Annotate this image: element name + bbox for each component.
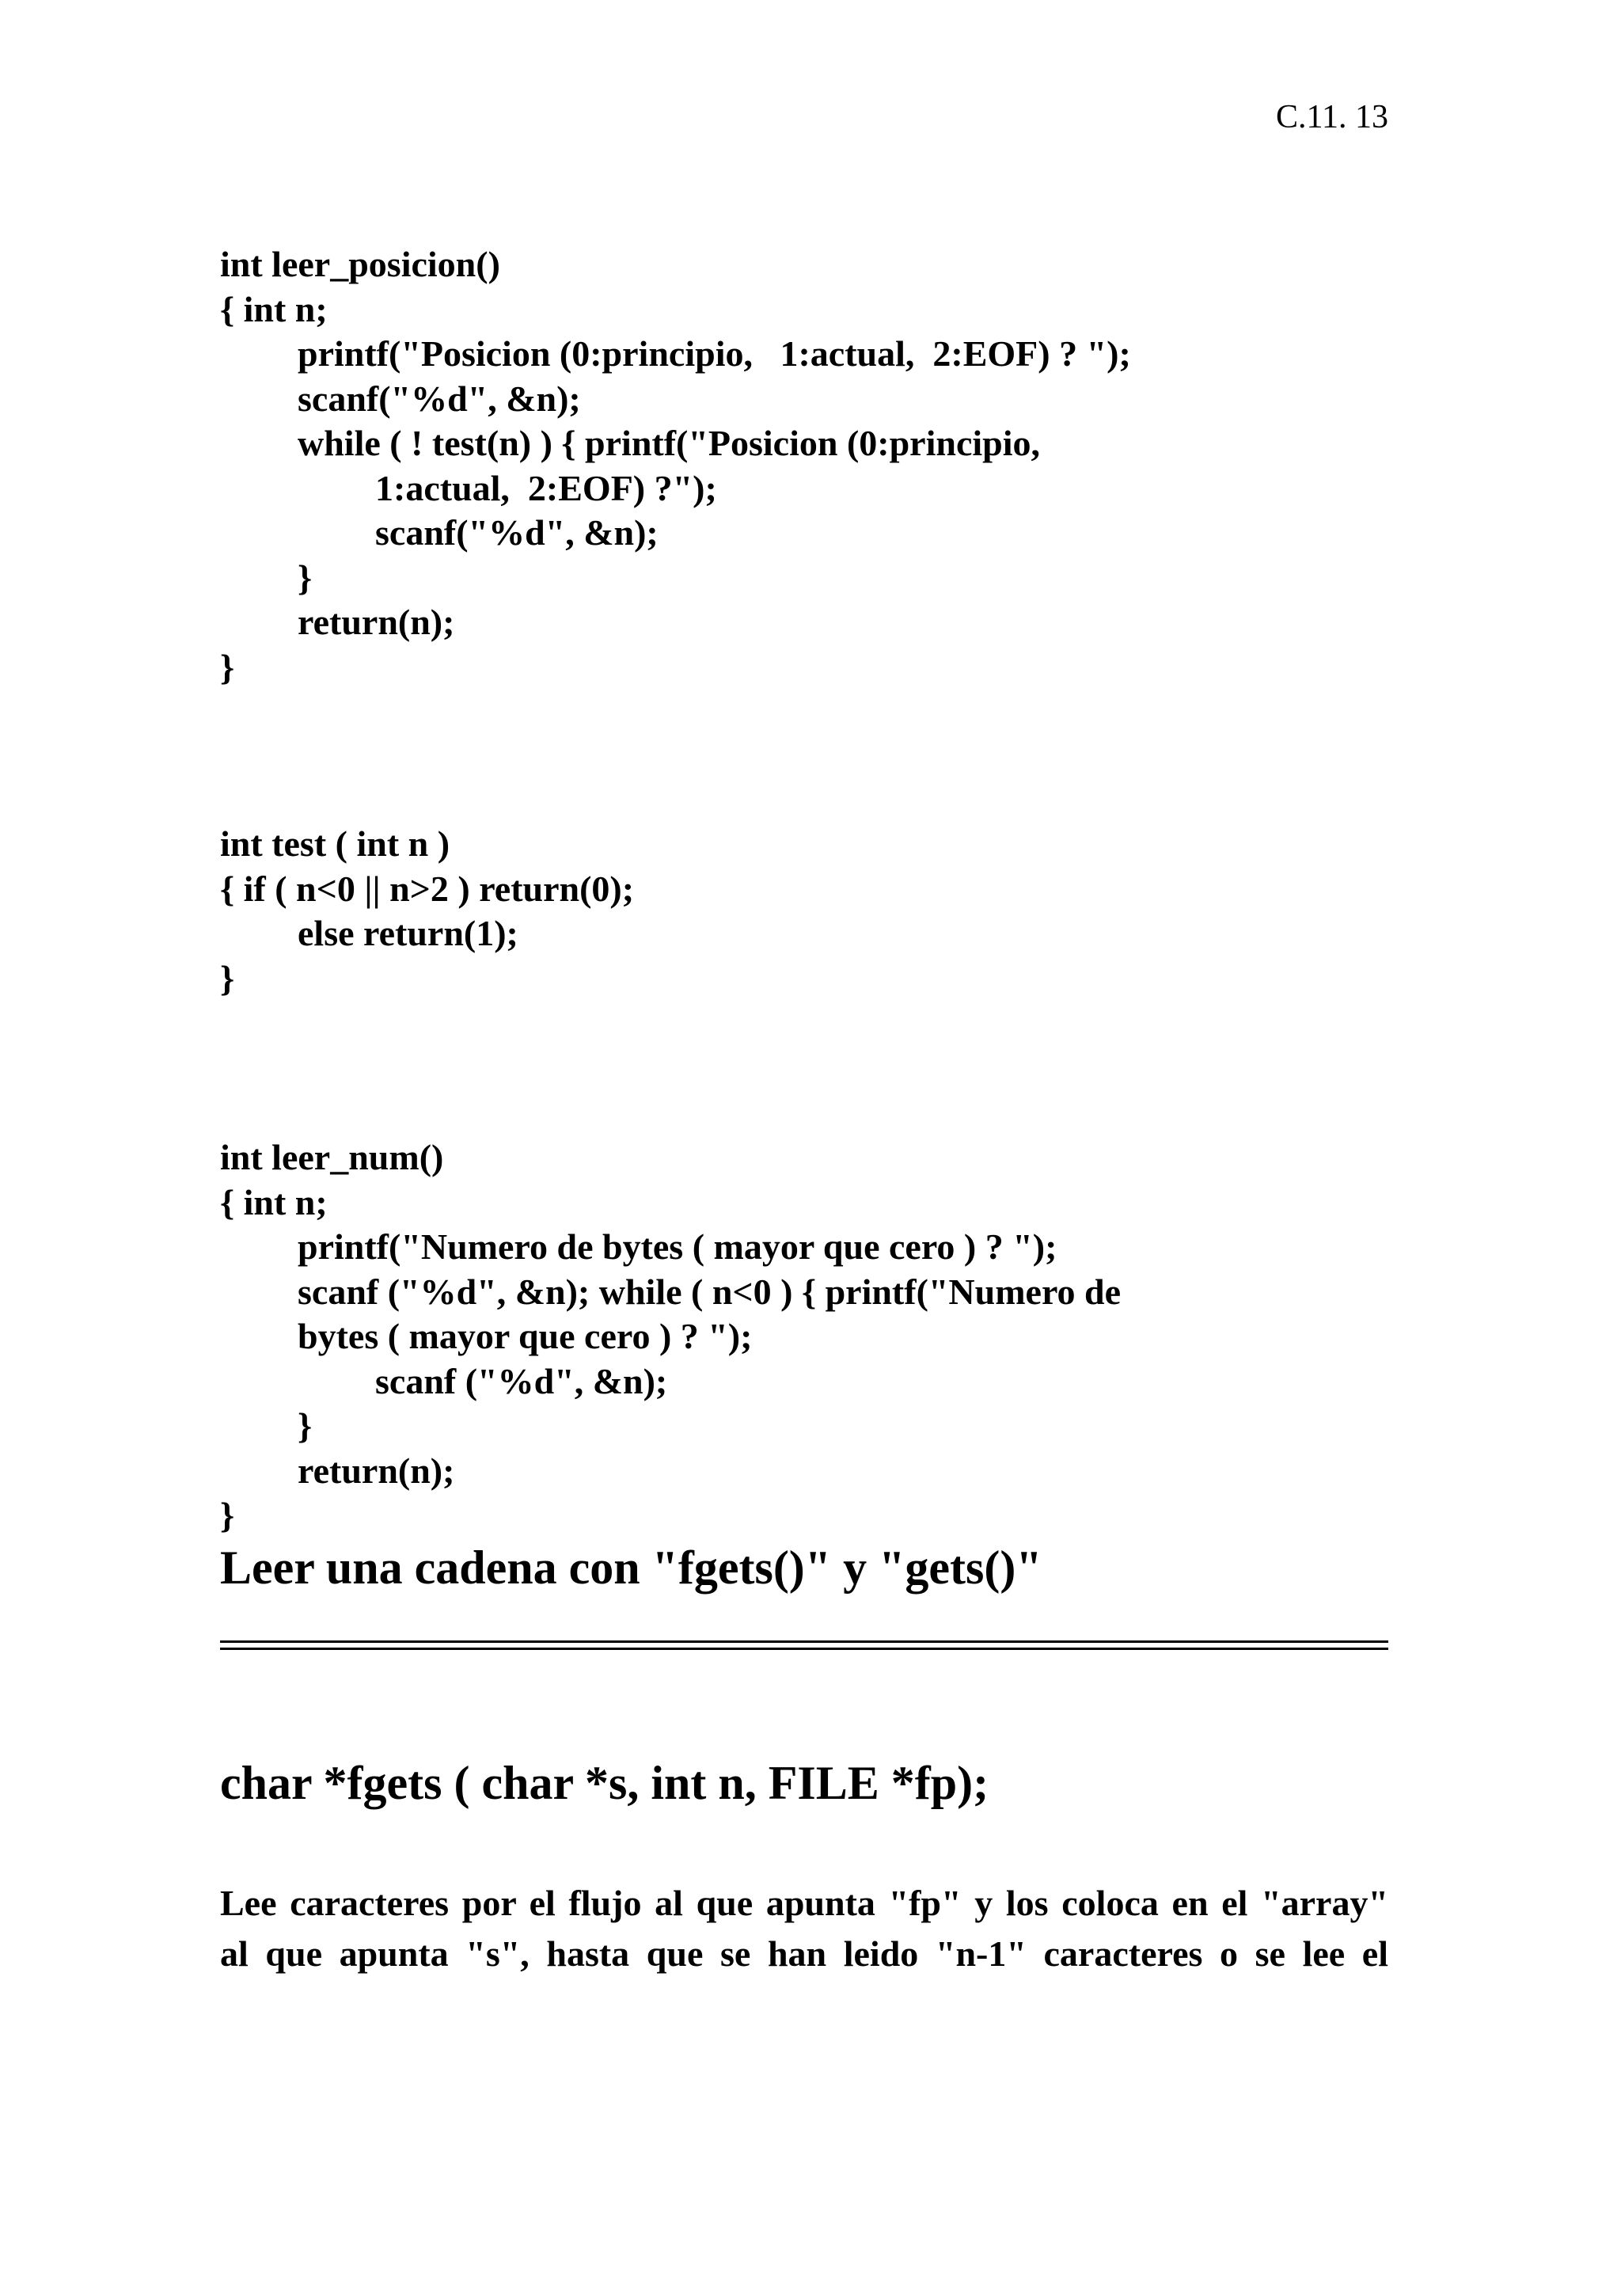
code-block-test xyxy=(220,822,634,1001)
paragraph-line: al que apunta "s", hasta que se han leido "n-1" caracteres o se lee el xyxy=(220,1933,1388,1974)
code-line: scanf("%d", &n); xyxy=(298,378,581,419)
section-heading: Leer una cadena con "fgets()" y "gets()" xyxy=(220,1541,1042,1594)
code-line: scanf ("%d", &n); xyxy=(375,1360,668,1401)
code-line: int leer_posicion() xyxy=(220,244,500,284)
code-line: } xyxy=(220,1495,235,1535)
code-line: } xyxy=(220,646,235,687)
double-rule-divider xyxy=(220,1640,1388,1650)
code-line: { int n; xyxy=(220,288,328,329)
code-line: { int n; xyxy=(220,1181,328,1222)
paragraph-line: Lee caracteres por el flujo al que apunta "fp" y los coloca en el "array" xyxy=(220,1883,1388,1923)
code-line: } xyxy=(298,557,313,598)
code-line: int leer_num() xyxy=(220,1137,444,1177)
code-line: return(n); xyxy=(298,602,455,642)
code-line: int test ( int n ) xyxy=(220,823,450,864)
description-paragraph xyxy=(220,1878,1388,1979)
code-line: scanf("%d", &n); xyxy=(375,512,659,553)
code-line: return(n); xyxy=(298,1450,455,1491)
code-line: bytes ( mayor que cero ) ? "); xyxy=(298,1316,753,1356)
code-line: } xyxy=(298,1405,313,1446)
code-line: { if ( n<0 || n>2 ) return(0); xyxy=(220,868,635,909)
code-block-leer-num xyxy=(220,1135,1121,1538)
page-number: C.11. 13 xyxy=(1276,99,1388,135)
code-line: scanf ("%d", &n); while ( n<0 ) { printf("Numero de xyxy=(298,1271,1122,1312)
code-line: printf("Numero de bytes ( mayor que cero ) ? "); xyxy=(298,1226,1057,1267)
code-line: while ( ! test(n) ) { printf("Posicion (0:principio, xyxy=(298,423,1041,463)
code-line: } xyxy=(220,957,235,998)
code-line: else return(1); xyxy=(298,913,518,953)
code-line: 1:actual, 2:EOF) ?"); xyxy=(375,467,717,508)
code-line: printf("Posicion (0:principio, 1:actual, 2:EOF) ? "); xyxy=(298,333,1131,374)
code-block-leer-posicion xyxy=(220,242,1131,690)
function-prototype: char *fgets ( char *s, int n, FILE *fp); xyxy=(220,1757,989,1809)
